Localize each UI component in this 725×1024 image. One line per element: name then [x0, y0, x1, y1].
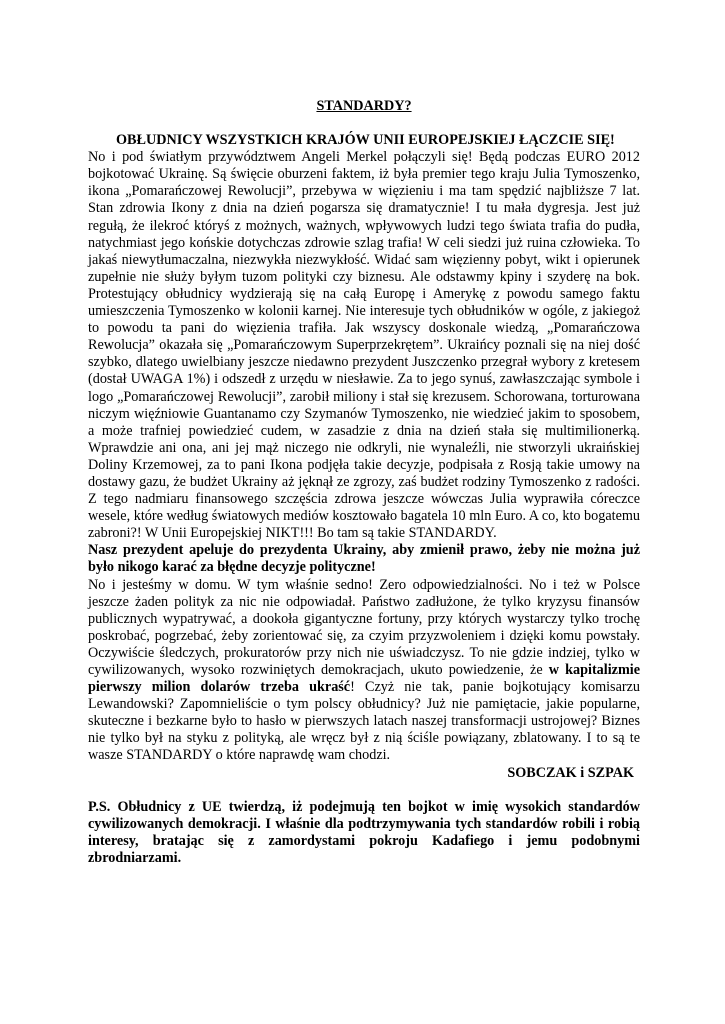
paragraph-1: No i pod światłym przywództwem Angeli Merkel połączyli się! Będą podczas EURO 2012 bojkotować Ukrainę. Są święcie oburzeni faktem, iż była premier tego kraju Julia Tymoszenko, ikona „Pomarańczowej Rewolucji”, przebywa w więzieniu i ma tam spędzić najbliższe 7 lat. Stan zdrowia Ikony z dnia na dzień pogarsza się dramatycznie! I tu mała dygresja. Jest już regułą, że ilekroć któryś z możnych, ważnych, wpływowych ludzi tego świata trafia do pudła, natychmiast jego końskie dotychczas zdrowie szlag trafia! W celi siedzi już ruina człowieka. To jakaś niewytłumaczalna, niezwykła niezwykłość. Widać sam więzienny pobyt, wikt i opierunek zupełnie nie służy byłym tuzom polityki czy biznesu. Ale odstawmy kpiny i szyderę na bok. Protestujący obłudnicy wydzierają się na całą Europę i Amerykę z powodu samego faktu umieszczenia Tymoszenko w kolonii karnej. Nie interesuje tych obłudników w ogóle, z jakiegoż to powodu ta pani do więzienia trafiła. Jak wszyscy doskonale wiedzą, „Pomarańczowa Rewolucja” okazała się „Pomarańczowym Superprzekrętem”. Ukraińcy poznali się na niej dość szybko, dlatego uwielbiany jeszcze niedawno prezydent Juszczenko przegrał wybory z kretesem (dostał UWAGA 1%) i odszedł z urzędu w niesławie. Za to jego synuś, zawłaszczając symbole i logo „Pomarańczowej Rewolucji”, zarobił miliony i stał się krezusem. Schorowana, torturowana niczym więźniowie Guantanamo czy Szymanów Tymoszenko, nie wiedzieć jakim to sposobem, a może trafniej powiedzieć cudem, w zasadzie z dnia na dzień stała się multimilionerką. Wprawdzie ani ona, ani jej mąż niczego nie odkryli, nie wynaleźli, nie stworzyli ukraińskiej Doliny Krzemowej, za to pani Ikona podjęła takie decyzje, podpisała z Rosją takie umowy na dostawy gazu, że budżet Ukrainy aż jęknął ze zgrozy, zaś budżet rodziny Tymoszenko z radości. Z tego nadmiaru finansowego szczęścia zdrowa jeszcze wówczas Julia wyprawiła córeczce wesele, które według światowych mediów kosztowało bagatela 10 mln Euro. A co, kto bogatemu zabroni?! W Unii Europejskiej NIKT!!! Bo tam są takie STANDARDY. — [88, 149, 640, 542]
paragraph-2-bold: w kapitalizmie pierwszy milion dolarów trzeba ukraść — [88, 662, 641, 696]
document-heading: OBŁUDNICY WSZYSTKICH KRAJÓW UNII EUROPEJSKIEJ ŁĄCZCIE SIĘ! — [116, 132, 615, 149]
paragraph-2 — [88, 577, 640, 765]
document-page — [88, 98, 640, 867]
postscript: P.S. Obłudnicy z UE twierdzą, iż podejmują ten bojkot w imię wysokich standardów cywilizowanych demokracji. I właśnie dla podtrzymywania tych standardów robili i robią interesy, bratając się z zamordystami pokroju Kadafiego i jemu podobnymi zbrodniarzami. — [88, 798, 640, 866]
paragraph-2-start: No i jesteśmy w domu. W tym właśnie sedno! Zero odpowiedzialności. No i też w Polsce jeszcze żaden polityk za nic nie odpowiadał. Państwo zadłużone, że tylko kryzysu finansów publicznych wypatrywać, a dookoła gigantyczne fortuny, przy których wystarczy tylko trochę poskrobać, pogrzebać, żeby zorientować się, za czyim przyzwoleniem i dzięki komu powstały. Oczywiście śledczych, prokuratorów przy nich nie uświadczysz. To nie gdzie indziej, tylko w cywilizowanych, wysoko rozwiniętych demokracjach, ukuto powiedzenie, że — [88, 576, 640, 678]
document-title: STANDARDY? — [316, 98, 412, 114]
signature: SOBCZAK i SZPAK — [507, 764, 634, 781]
bold-statement: Nasz prezydent apeluje do prezydenta Ukrainy, aby zmienił prawo, żeby nie można już było nikogo karać za błędne decyzje polityczne! — [88, 542, 640, 576]
paragraph-2-end: ! Czyż nie tak, panie bojkotujący komisarzu Lewandowski? Zapomnieliście o tym polscy obłudnicy? Już nie pamiętacie, jakie popularne, skuteczne i bezkarne było to hasło w pierwszych latach naszej transformacji ustrojowej? Biznes nie tylko był na styku z polityką, ale wręcz był z nią ściśle powiązany, zblatowany. I to są te wasze STANDARDY o które naprawdę wam chodzi. — [88, 679, 640, 764]
